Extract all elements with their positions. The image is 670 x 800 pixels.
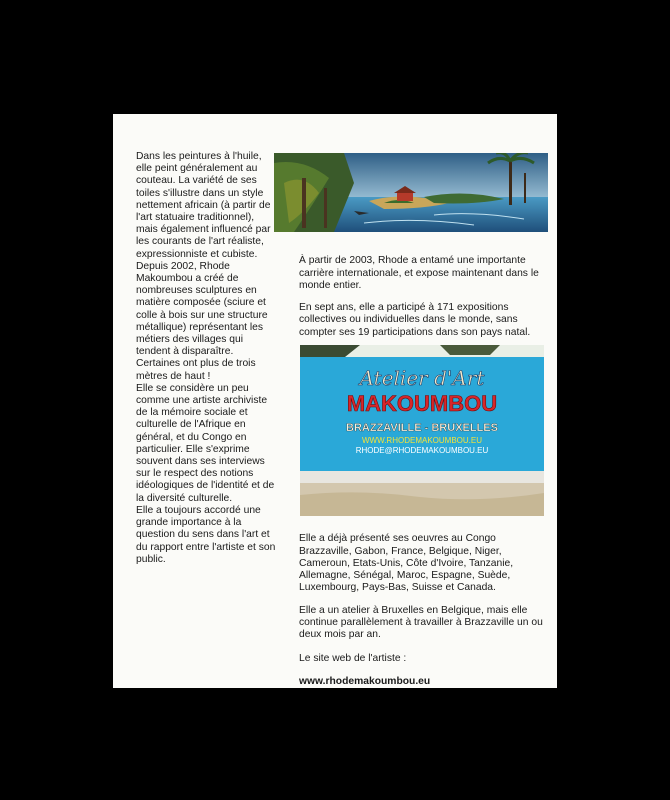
document-page (113, 114, 557, 688)
paragraph-meaning: Elle a toujours accordé une grande importance à la question du sens dans l'art et du rapport entre l'artiste et son public. (136, 504, 276, 565)
sign-makoumbou-text: MAKOUMBOU (346, 391, 498, 416)
sign-atelier-text: Atelier d'Art (359, 366, 485, 390)
paragraph-exhibitions-count: En sept ans, elle a participé à 171 expositions collectives ou individuelles dans le monde, sans compter ses 19 participations dans son pays natal. (299, 302, 531, 338)
sign-cities-text: BRAZZAVILLE - BRUXELLES (346, 422, 498, 434)
paragraph-sculptures: Depuis 2002, Rhode Makoumbou a créé de nombreuses sculptures en matière composée (sciure et colle à bois sur une structure métallique) représentant les métiers des villages qui tendent à disparaître. Certaines ont plus de trois mètres de haut ! (136, 260, 268, 382)
left-text-column (136, 151, 278, 566)
atelier-sign-photo (300, 345, 544, 516)
paragraph-international-career: À partir de 2003, Rhode a entamé une importante carrière internationale, et expose maintenant dans le monde entier. (299, 255, 539, 291)
sign-email-text: RHODE@RHODEMAKOUMBOU.EU (355, 446, 489, 455)
website-link[interactable]: www.rhodemakoumbou.eu (299, 675, 431, 687)
painting-image (274, 153, 548, 232)
sign-website-text: WWW.RHODEMAKOUMBOU.EU (362, 436, 482, 445)
paragraph-oil-paintings: Dans les peintures à l'huile, elle peint généralement au couteau. La variété de ses toiles s'illustre dans un style nettement africain (à partir de l'art statuaire traditionnel), mais également influencé par les courants de l'art réaliste, expressionniste et cubiste. (136, 151, 271, 260)
paragraph-countries: Elle a déjà présenté ses oeuvres au Congo Brazzaville, Gabon, France, Belgique, Niger, Cameroun, Etats-Unis, Côte d'Ivoire, Tanzanie, Allemagne, Sénégal, Maroc, Espagne, Suède, Luxembourg, Pays-Bas, Suisse et Canada. (299, 533, 514, 594)
website-label: Le site web de l'artiste : (299, 653, 407, 665)
right-text-top (299, 245, 549, 349)
paragraph-workshop: Elle a un atelier à Bruxelles en Belgique, mais elle continue parallèlement à travailler à Brazzaville un ou deux mois par an. (299, 604, 543, 641)
right-text-bottom (299, 523, 549, 698)
paragraph-archivist: Elle se considère un peu comme une artiste archiviste de la mémoire sociale et culturelle de l'Afrique en général, et du Congo en particulier. Elle s'exprime souvent dans ses interviews sur le respect des notions idéologiques de l'identité et de la diversité culturelle. (136, 382, 275, 504)
